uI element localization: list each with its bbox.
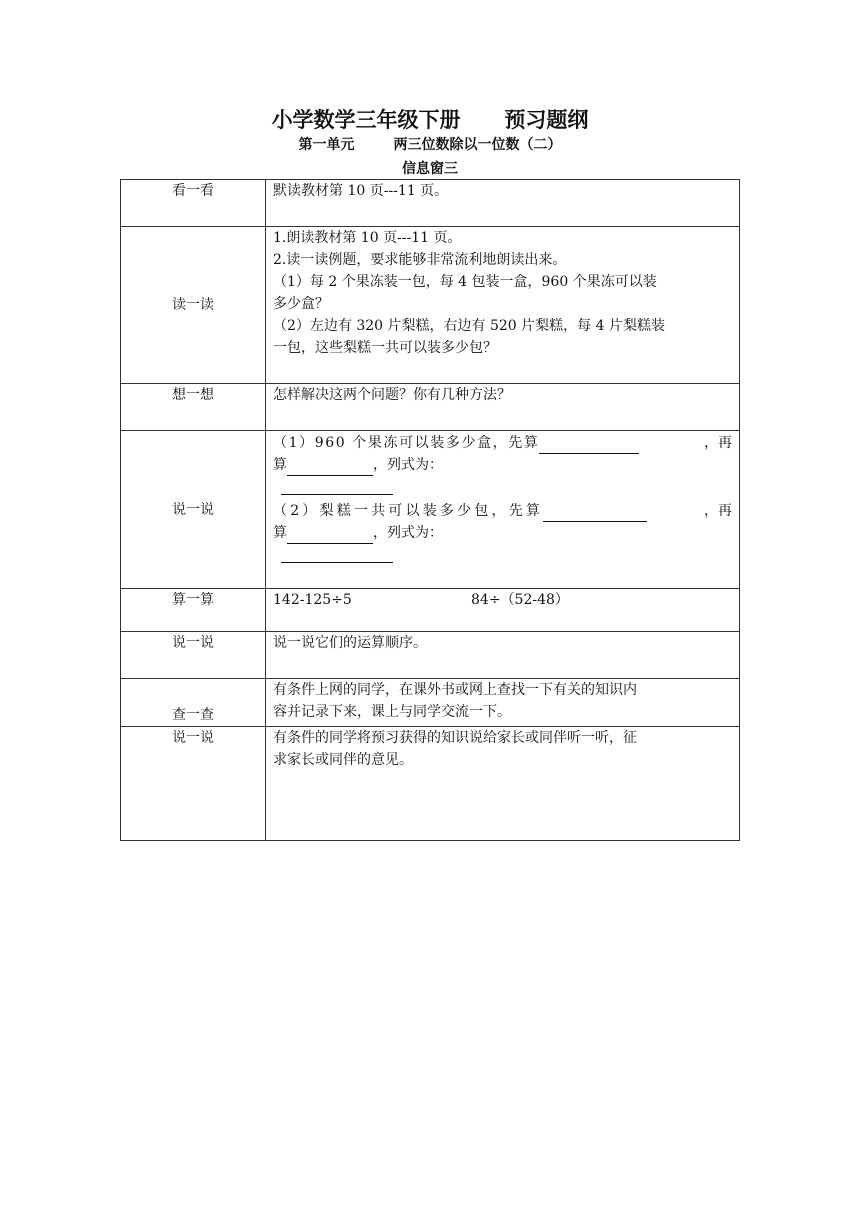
- q1-formula-line: [273, 476, 732, 498]
- read-line: 1.朗读教材第 10 页---11 页。: [273, 230, 462, 246]
- read-line: 2.读一读例题，要求能够非常流利地朗读出来。: [273, 252, 567, 268]
- q2-prompt: （2）梨糕一共可以装多少包，先算: [273, 503, 544, 519]
- row-label-order: [121, 632, 266, 679]
- read-line: 一包，这些梨糕一共可以装多少包？: [273, 340, 497, 356]
- search-line: 容并记录下来，课上与同学交流一下。: [273, 704, 511, 720]
- row-label-think: [121, 384, 266, 431]
- q2-formula-line: [273, 544, 732, 566]
- q1-second-step-blank[interactable]: [287, 459, 373, 476]
- search-line: 有条件上网的同学，在课外书或网上查找一下有关的知识内: [273, 682, 637, 698]
- order-text: 说一说它们的运算顺序。: [273, 635, 427, 651]
- row-label-explain: [121, 431, 266, 589]
- table-row-order: [121, 632, 740, 679]
- row-content-look: [266, 180, 740, 227]
- q2-then: ，再: [704, 503, 732, 519]
- row-label-search: [121, 679, 266, 727]
- row-content-explain: [266, 431, 740, 589]
- row-content-share: [266, 727, 740, 841]
- look-text: 默读教材第 10 页---11 页。: [273, 183, 449, 199]
- q2-second-step-blank[interactable]: [287, 527, 373, 544]
- q1-then: ，再: [704, 435, 732, 451]
- row-label-text: 看一看: [172, 183, 214, 199]
- think-text: 怎样解决这两个问题？你有几种方法？: [273, 387, 511, 403]
- row-label-look: [121, 180, 266, 227]
- read-line: （1）每 2 个果冻装一包，每 4 包装一盒，960 个果冻可以装: [273, 274, 657, 290]
- read-line: 多少盒？: [273, 296, 329, 312]
- q2-calc: 算: [273, 525, 287, 541]
- table-row-think: [121, 384, 740, 431]
- table-row-calc: [121, 589, 740, 632]
- expression-2: 84÷（52-48）: [471, 592, 569, 608]
- q2-formula-label: ，列式为：: [373, 525, 443, 541]
- row-label-text: 说一说: [172, 730, 214, 746]
- q2-formula-blank[interactable]: [281, 546, 393, 563]
- q1-line2: [273, 454, 732, 476]
- q1-formula-label: ，列式为：: [373, 457, 443, 473]
- row-label-calc: [121, 589, 266, 632]
- unit-subtitle: 第一单元 两三位数除以一位数（二）: [298, 137, 562, 153]
- preview-outline-table: [120, 179, 740, 841]
- row-label-text: 读一读: [172, 297, 214, 313]
- row-label-read: [121, 227, 266, 384]
- q2-first-step-blank[interactable]: [543, 505, 647, 522]
- row-content-search: [266, 679, 740, 727]
- q2-line2: [273, 522, 732, 544]
- share-line: 有条件的同学将预习获得的知识说给家长或同伴听一听，征: [273, 730, 637, 746]
- row-label-text: 算一算: [172, 592, 214, 608]
- table-row-share: [121, 727, 740, 841]
- expression-1: 142-125÷5: [273, 592, 352, 608]
- info-window-title: 信息窗三: [402, 161, 458, 177]
- row-content-read: [266, 227, 740, 384]
- q1-formula-blank[interactable]: [281, 478, 393, 495]
- q1-calc: 算: [273, 457, 287, 473]
- row-content-think: [266, 384, 740, 431]
- row-label-text: 说一说: [172, 635, 214, 651]
- row-label-text: 查一查: [172, 707, 214, 723]
- table-row-search: [121, 679, 740, 727]
- q1-first-step-blank[interactable]: [539, 437, 639, 454]
- row-label-share: [121, 727, 266, 841]
- table-row-explain: [121, 431, 740, 589]
- read-line: （2）左边有 320 片梨糕，右边有 520 片梨糕，每 4 片梨糕装: [273, 318, 665, 334]
- row-content-order: [266, 632, 740, 679]
- share-line: 求家长或同伴的意见。: [273, 752, 413, 768]
- page-title: 小学数学三年级下册 预习题纲: [271, 108, 589, 132]
- q1-line1: [273, 432, 732, 454]
- q2-line1: [273, 500, 732, 522]
- row-label-text: 说一说: [172, 501, 214, 518]
- table-row-look: [121, 180, 740, 227]
- q1-prompt: （1）960 个果冻可以装多少盒，先算: [273, 435, 540, 451]
- row-label-text: 想一想: [172, 387, 214, 403]
- row-content-calc: [266, 589, 740, 632]
- table-row-read: [121, 227, 740, 384]
